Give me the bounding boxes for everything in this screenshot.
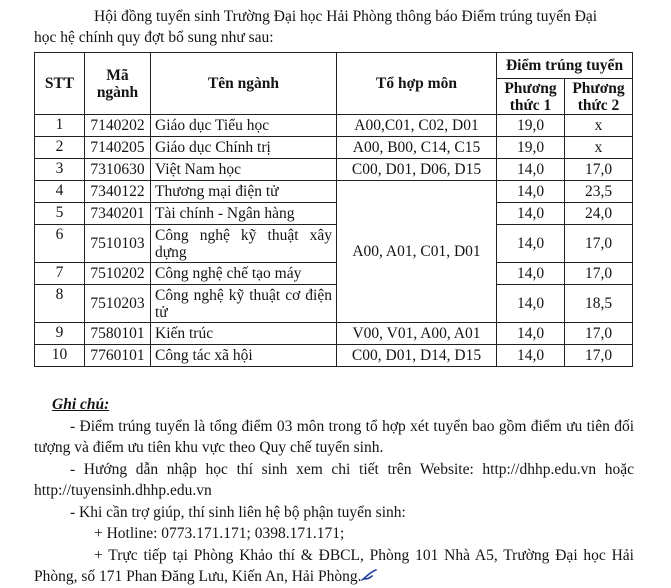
cell-ten-nganh: Thương mại điện tử	[151, 181, 337, 203]
cell-pt1: 14,0	[497, 159, 565, 181]
header-stt: STT	[35, 53, 85, 115]
cell-pt1: 19,0	[497, 137, 565, 159]
cell-pt2: x	[565, 115, 633, 137]
table-row	[35, 181, 633, 203]
header-phuong-thuc-1: Phương thức 1	[497, 79, 565, 115]
cell-pt1: 14,0	[497, 285, 565, 323]
notes-section	[34, 394, 634, 588]
cell-pt1: 14,0	[497, 181, 565, 203]
cell-pt1: 14,0	[497, 263, 565, 285]
cell-ma-nganh: 7140202	[85, 115, 151, 137]
note-scoring: - Điểm trúng tuyển là tổng điểm 03 môn trong tổ hợp xét tuyển bao gồm điểm ưu tiên đối tượng và điểm ưu tiên khu vực theo Quy chế tuyển sinh.	[34, 417, 634, 456]
cell-ma-nganh: 7310630	[85, 159, 151, 181]
cell-pt2: 17,0	[565, 345, 633, 367]
cell-ten-nganh: Giáo dục Tiểu học	[151, 115, 337, 137]
note-contact: - Khi cần trợ giúp, thí sinh liên hệ bộ phận tuyển sinh:	[70, 503, 406, 521]
cell-pt1: 19,0	[497, 115, 565, 137]
cell-stt: 10	[35, 345, 85, 367]
cell-pt2: 24,0	[565, 203, 633, 225]
cell-ten-nganh: Công nghệ chế tạo máy	[151, 263, 337, 285]
cell-ten-nganh: Công nghệ kỹ thuật cơ điện tử	[151, 285, 337, 323]
cell-to-hop: C00, D01, D06, D15	[337, 159, 497, 181]
cell-ten-nganh: Tài chính - Ngân hàng	[151, 203, 337, 225]
cell-ma-nganh: 7510202	[85, 263, 151, 285]
note-enrollment-guide: - Hướng dẫn nhập học thí sinh xem chi tiết trên Website: http://dhhp.edu.vn hoặc http://tuyensinh.dhhp.edu.vn	[34, 460, 634, 499]
notes-title: Ghi chú:	[52, 396, 110, 413]
cell-ten-nganh: Giáo dục Chính trị	[151, 137, 337, 159]
table-row	[35, 323, 633, 345]
table-row	[35, 285, 633, 323]
cell-to-hop: A00,C01, C02, D01	[337, 115, 497, 137]
cell-stt: 1	[35, 115, 85, 137]
cell-to-hop: A00, B00, C14, C15	[337, 137, 497, 159]
note-direct-text: + Trực tiếp tại Phòng Khảo thí & ĐBCL, Phòng 101 Nhà A5, Trường Đại học Hải Phòng, số 171 Phan Đăng Lưu, Kiến An, Hải Phòng.	[34, 546, 634, 585]
cell-pt1: 14,0	[497, 203, 565, 225]
note-direct-contact	[34, 545, 634, 588]
cell-stt: 2	[35, 137, 85, 159]
cell-stt: 4	[35, 181, 85, 203]
cell-pt2: x	[565, 137, 633, 159]
cell-stt: 8	[35, 285, 85, 323]
table-row	[35, 203, 633, 225]
cell-ma-nganh: 7340201	[85, 203, 151, 225]
admission-score-table	[34, 52, 633, 367]
cell-ma-nganh: 7140205	[85, 137, 151, 159]
cell-ten-nganh: Công tác xã hội	[151, 345, 337, 367]
cell-ma-nganh: 7580101	[85, 323, 151, 345]
cell-pt2: 23,5	[565, 181, 633, 203]
cell-pt2: 17,0	[565, 323, 633, 345]
header-diem-trung-tuyen: Điểm trúng tuyển	[497, 53, 633, 79]
ink-mark-icon	[361, 569, 377, 581]
cell-pt1: 14,0	[497, 323, 565, 345]
cell-pt1: 14,0	[497, 345, 565, 367]
cell-ten-nganh: Công nghệ kỹ thuật xây dựng	[151, 225, 337, 263]
table-row	[35, 137, 633, 159]
header-phuong-thuc-2: Phương thức 2	[565, 79, 633, 115]
cell-to-hop: C00, D01, D14, D15	[337, 345, 497, 367]
cell-to-hop: V00, V01, A00, A01	[337, 323, 497, 345]
cell-stt: 6	[35, 225, 85, 263]
header-ma-nganh: Mã ngành	[85, 53, 151, 115]
header-ten-nganh: Tên ngành	[151, 53, 337, 115]
header-to-hop-mon: Tổ hợp môn	[337, 53, 497, 115]
cell-pt1: 14,0	[497, 225, 565, 263]
cell-pt2: 17,0	[565, 263, 633, 285]
table-row	[35, 225, 633, 263]
intro-line-1: Hội đồng tuyển sinh Trường Đại học Hải Phòng thông báo Điểm trúng tuyển Đại	[94, 8, 598, 25]
cell-stt: 7	[35, 263, 85, 285]
cell-stt: 5	[35, 203, 85, 225]
cell-ten-nganh: Việt Nam học	[151, 159, 337, 181]
table-row	[35, 263, 633, 285]
table-row	[35, 345, 633, 367]
cell-ma-nganh: 7340122	[85, 181, 151, 203]
note-hotline: + Hotline: 0773.171.171; 0398.171.171;	[94, 525, 345, 542]
cell-stt: 3	[35, 159, 85, 181]
intro	[34, 6, 634, 48]
cell-pt2: 17,0	[565, 159, 633, 181]
cell-ma-nganh: 7510203	[85, 285, 151, 323]
cell-pt2: 18,5	[565, 285, 633, 323]
cell-ten-nganh: Kiến trúc	[151, 323, 337, 345]
cell-ma-nganh: 7760101	[85, 345, 151, 367]
cell-pt2: 17,0	[565, 225, 633, 263]
table-row	[35, 115, 633, 137]
table-row	[35, 159, 633, 181]
cell-ma-nganh: 7510103	[85, 225, 151, 263]
intro-line-2: học hệ chính quy đợt bổ sung như sau:	[34, 29, 274, 46]
cell-stt: 9	[35, 323, 85, 345]
cell-to-hop-merged: A00, A01, C01, D01	[337, 181, 497, 323]
